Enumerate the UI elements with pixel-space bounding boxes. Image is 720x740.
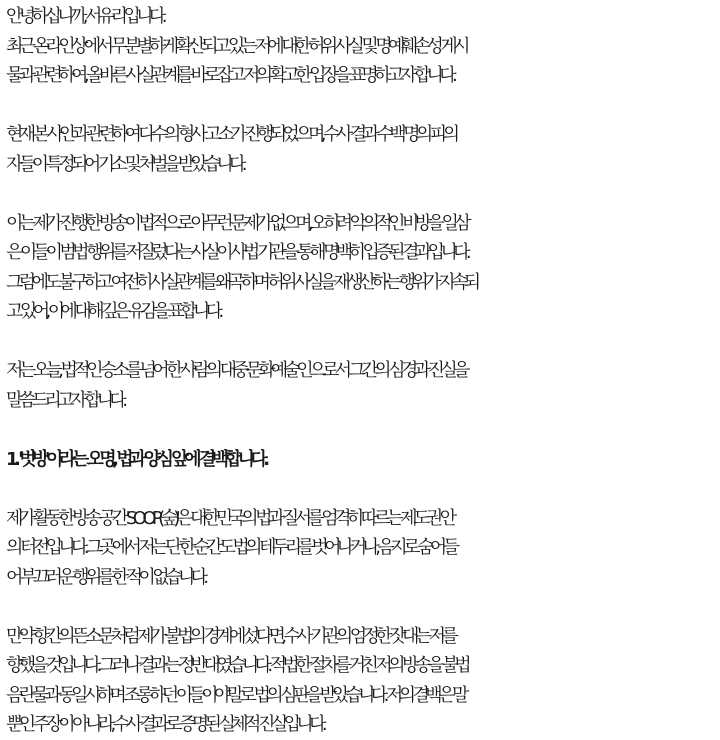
investigation-line: 자들이 특정되어 기소 및 처벌을 받았습니다. xyxy=(6,153,243,175)
paragraph-spacer xyxy=(6,91,718,121)
result-line: 그럼에도 불구하고 여전히 사실관계를 왜곡하며 허위 사실을 재생산하는 행위가 지속되 xyxy=(6,271,477,293)
paragraph-spacer xyxy=(6,327,718,357)
innocence-line: 음란물과 동일시하며 조롱하던 이들이야말로 법의 심판을 받았습니다. 저의 결백은 말 xyxy=(6,684,465,706)
intro-line: 최근 온라인상에서 무분별하게 확산되고 있는 저에 대한 허위 사실 및 명예훼손성 게시 xyxy=(6,35,466,57)
result-line: 이는 제가 진행한 방송이 법적으로 아무런 문제가 없으며, 오히려 악의적인 비방을 일삼 xyxy=(6,212,468,234)
paragraph-spacer xyxy=(6,415,718,445)
paragraph-spacer xyxy=(6,179,718,209)
innocence-line: 만약 항간의 뜬소문처럼 제가 불법의 경계에 섰다면, 수사 기관의 엄정한 잣대는 저를 xyxy=(6,625,455,647)
paragraph-spacer xyxy=(6,474,718,504)
innocence-line: 향했을 것입니다. 그러나 결과는 정반대였습니다. 적법한 절차를 거친 저의 방송을 불법 xyxy=(6,655,468,676)
platform-line: 의 터전입니다. 그곳에서 저는 단 한 순간도 법의 테두리를 벗어나거나, 음지로 숨어들 xyxy=(6,537,456,558)
today-line: 저는 오늘, 법적인 승소를 넘어 한 사람의 대중문화예술인으로서 그간의 심경과 진실을 xyxy=(6,360,466,381)
platform-line: 어 부끄러운 행위를 한 적이 없습니다. xyxy=(6,566,205,588)
platform-line: 제가 활동한 방송 공간 'SOOP(숲)'은 대한민국의 법과 질서를 엄격히 따르는 제도권 안 xyxy=(6,507,453,529)
paragraph-spacer xyxy=(6,592,718,622)
greeting-line: 안녕하십니까, 서유리입니다. xyxy=(6,6,163,27)
result-line: 은 이들이 범법 행위를 저질렀다는 사실이 사법 기관을 통해 명백히 입증된 결과입니다. xyxy=(6,242,468,263)
result-line: 고 있어, 이에 대해 깊은 유감을 표합니다. xyxy=(6,301,220,322)
statement-document xyxy=(6,2,718,740)
intro-line: 물과 관련하여, 올바른 사실관계를 바로잡고 저의 확고한 입장을 표명하고자 합니다. xyxy=(6,65,454,86)
today-line: 말씀드리고자 합니다. xyxy=(6,389,124,411)
section-heading: 1. '벗방'이라는 오명, 법과 양심 앞에 결백합니다. xyxy=(6,448,266,470)
investigation-line: 현재 본 사안과 관련하여 다수의 형사 고소가 진행되었으며, 수사 결과 수백 명의 피의 xyxy=(6,124,456,145)
innocence-line: 뿐인 주장이 아니라, 수사 결과로 증명된 실체적 진실입니다. xyxy=(6,714,324,735)
